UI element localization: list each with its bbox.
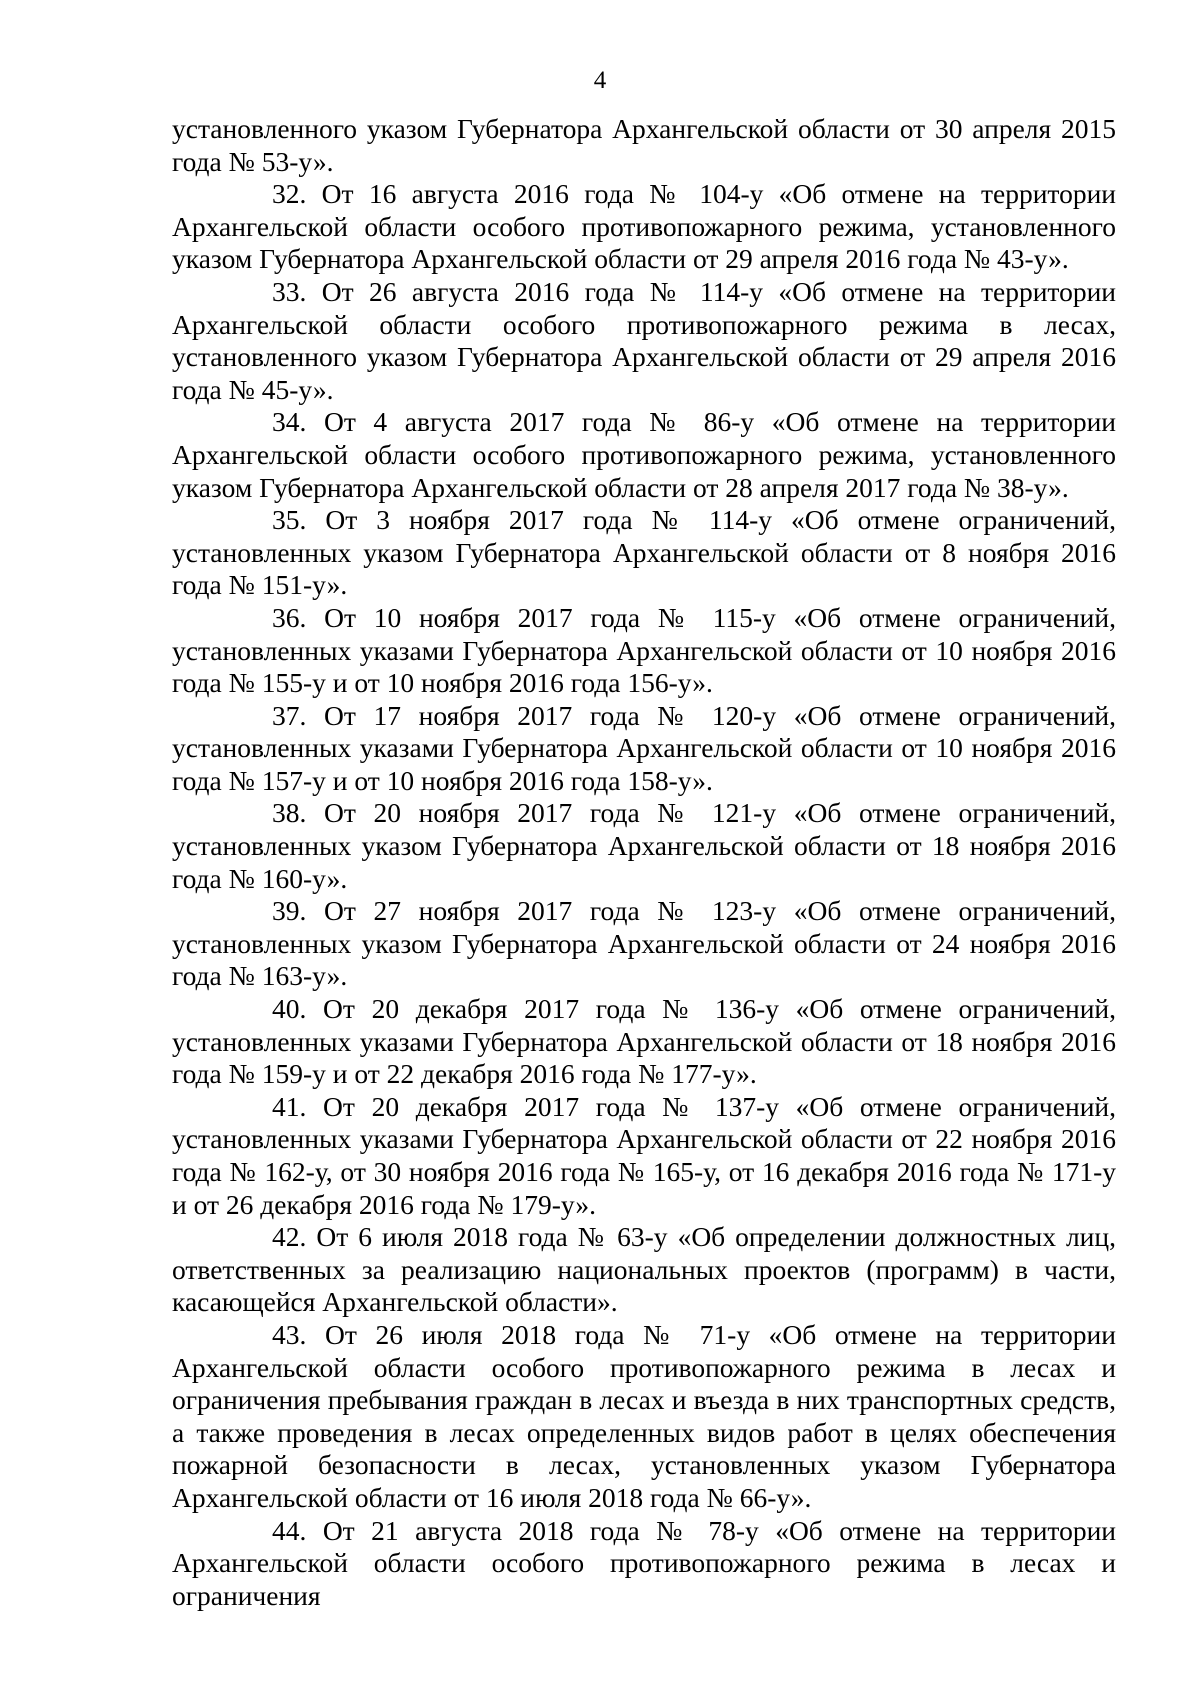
numbered-list [172, 178, 1116, 1612]
continuation-paragraph: установленного указом Губернатора Архангельской области от 30 апреля 2015 года № 53-у». [172, 113, 1116, 177]
list-item-text: От 10 ноября 2017 года № 115-у «Об отмене ограничений, установленных указами Губернатора Архангельской области от 10 ноября 2016 года № 155-у и от 10 ноября 2016 года 156-у». [172, 601, 1116, 699]
list-item [172, 276, 1116, 406]
list-item [172, 700, 1116, 798]
list-item-number: 37. [272, 699, 307, 731]
list-item-text: От 20 декабря 2017 года № 137-у «Об отмене ограничений, установленных указами Губернатора Архангельской области от 22 ноября 2016 года № 162-у, от 30 ноября 2016 года № 165-у, от 16 декабря 2016 года № 171-у и от 26 декабря 2016 года № 179-у». [172, 1090, 1116, 1220]
list-item [172, 504, 1116, 602]
list-item-text: От 3 ноября 2017 года № 114-у «Об отмене ограничений, установленных указом Губернатора Архангельской области от 8 ноября 2016 года № 151-у». [172, 504, 1116, 601]
list-item-text: От 26 августа 2016 года № 114-у «Об отмене на территории Архангельской области особого противопожарного режима в лесах, установленного указом Губернатора Архангельской области от 29 апреля 2016 года № 45-у». [172, 275, 1117, 405]
list-item-number: 42. [272, 1221, 307, 1253]
page-number: 4 [593, 67, 607, 94]
list-item-text: От 21 августа 2018 года № 78-у «Об отмене на территории Архангельской области особого противопожарного режима в лесах и ограничения [172, 1514, 1116, 1611]
list-item [172, 406, 1116, 504]
list-item-text: От 20 декабря 2017 года № 136-у «Об отмене ограничений, установленных указами Губернатора Архангельской области от 18 ноября 2016 года № 159-у и от 22 декабря 2016 года № 177-у». [172, 993, 1116, 1090]
list-item-text: От 26 июля 2018 года № 71-у «Об отмене на территории Архангельской области особого противопожарного режима в лесах и ограничения пребывания граждан в лесах и въезда в них транспортных средств, а также проведения в лесах определенных видов работ в целях обеспечения пожарной безопасности в лесах, установленных указом Губернатора Архангельской области от 16 июля 2018 года № 66-у». [172, 1318, 1116, 1513]
list-item-number: 38. [272, 797, 307, 829]
list-item-number: 40. [272, 993, 307, 1025]
list-item-number: 43. [272, 1318, 307, 1350]
list-item-text: От 6 июля 2018 года № 63-у «Об определении должностных лиц, ответственных за реализацию национальных проектов (программ) в части, касающейся Архангельской области». [172, 1221, 1116, 1318]
list-item [172, 1091, 1116, 1221]
list-item [172, 993, 1116, 1091]
list-item-number: 44. [272, 1514, 307, 1546]
list-item-number: 41. [272, 1090, 307, 1122]
list-item [172, 895, 1116, 993]
list-item-text: От 27 ноября 2017 года № 123-у «Об отмене ограничений, установленных указом Губернатора Архангельской области от 24 ноября 2016 года № 163-у». [172, 895, 1116, 992]
list-item [172, 178, 1116, 276]
list-item [172, 797, 1116, 895]
list-item [172, 602, 1116, 700]
list-item-number: 33. [272, 275, 307, 307]
list-item-number: 35. [272, 504, 307, 536]
list-item [172, 1221, 1116, 1319]
list-item [172, 1515, 1116, 1613]
list-item [172, 1319, 1116, 1515]
list-item-number: 32. [272, 178, 307, 210]
list-item-number: 36. [272, 601, 307, 633]
list-item-text: От 17 ноября 2017 года № 120-у «Об отмене ограничений, установленных указами Губернатора Архангельской области от 10 ноября 2016 года № 157-у и от 10 ноября 2016 года 158-у». [172, 699, 1116, 796]
list-item-number: 34. [272, 406, 307, 438]
list-item-text: От 4 августа 2017 года № 86-у «Об отмене на территории Архангельской области особого противопожарного режима, установленного указом Губернатора Архангельской области от 28 апреля 2017 года № 38-у». [172, 406, 1117, 503]
list-item-text: От 20 ноября 2017 года № 121-у «Об отмене ограничений, установленных указом Губернатора Архангельской области от 18 ноября 2016 года № 160-у». [172, 797, 1116, 894]
document-body [172, 113, 1116, 1612]
list-item-text: От 16 августа 2016 года № 104-у «Об отмене на территории Архангельской области особого противопожарного режима, установленного указом Губернатора Архангельской области от 29 апреля 2016 года № 43-у». [172, 178, 1117, 275]
list-item-number: 39. [272, 895, 307, 927]
